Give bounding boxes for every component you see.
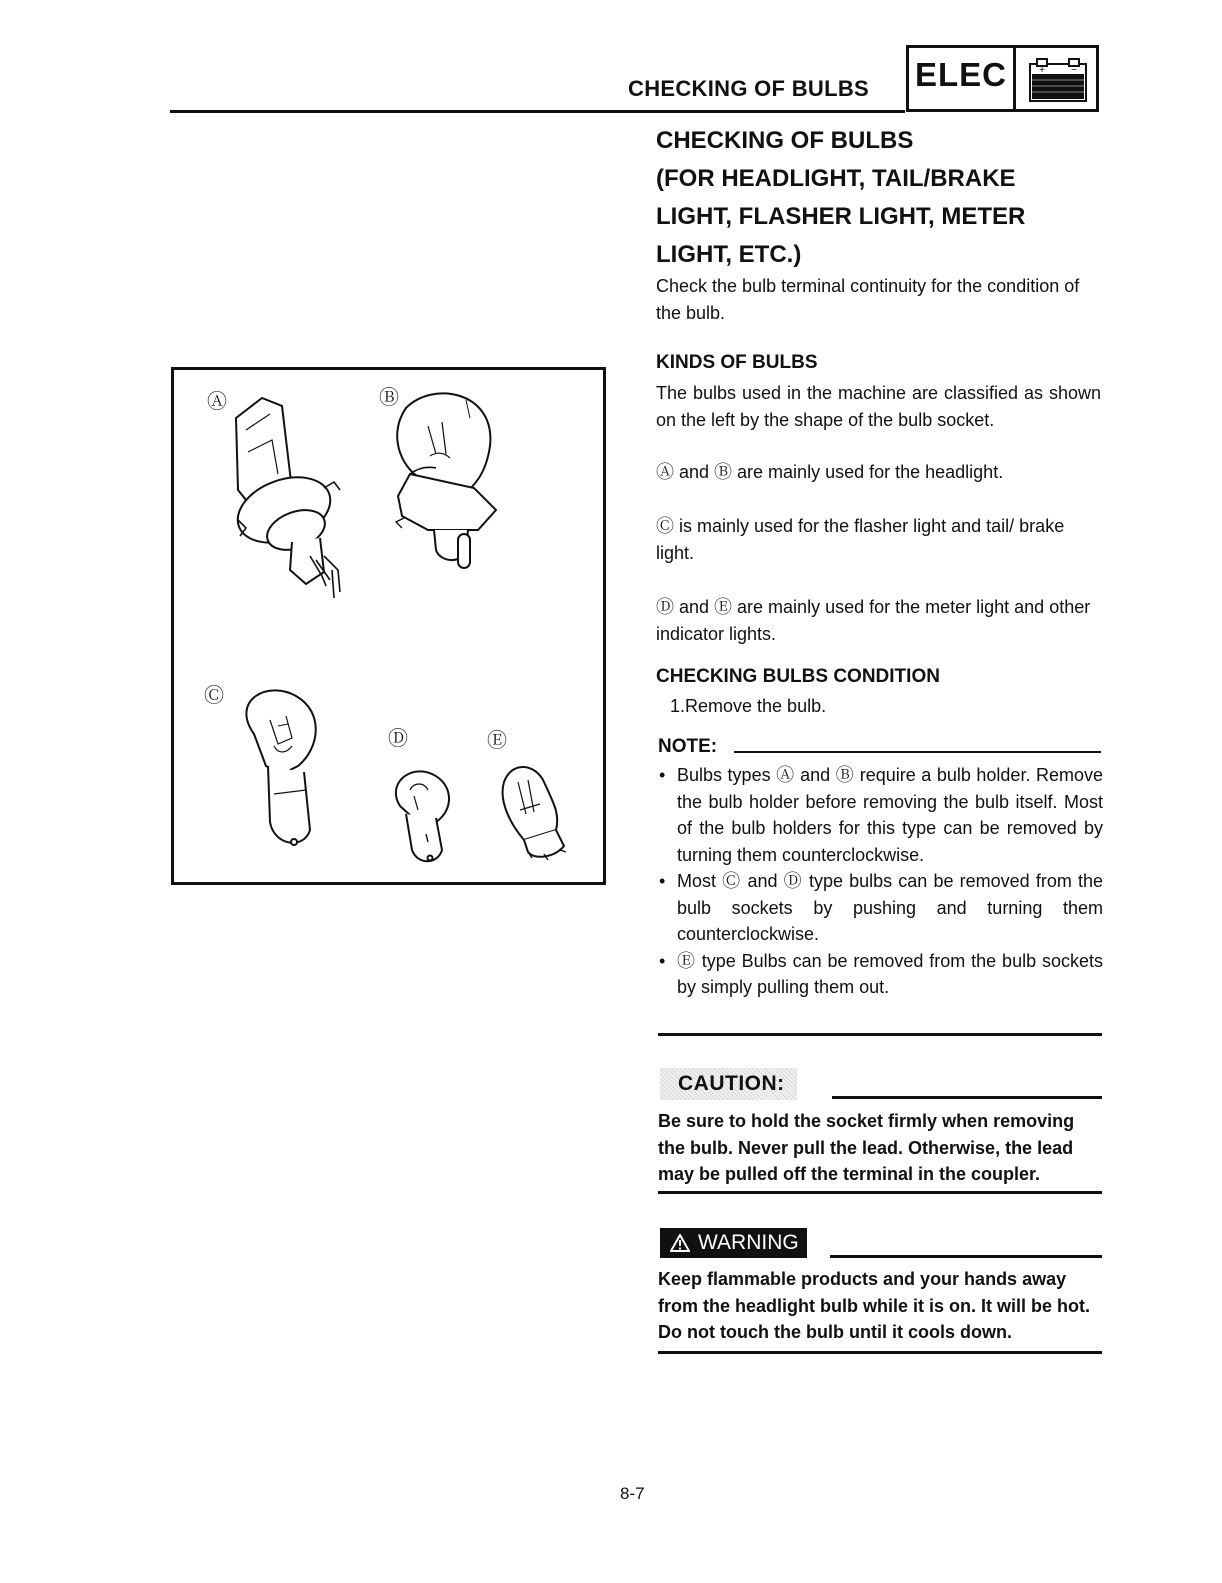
header-rule bbox=[170, 110, 905, 113]
section-badge-divider bbox=[1013, 48, 1016, 109]
section-badge bbox=[906, 45, 1099, 112]
warning-text: Keep flammable products and your hands away from the headlight bulb while it is on. It will be hot. Do not touch the bulb until it cools down. bbox=[658, 1269, 1090, 1342]
warning-triangle-icon bbox=[670, 1234, 690, 1252]
caution-label: CAUTION: bbox=[660, 1068, 797, 1100]
battery-plus: + bbox=[1039, 65, 1045, 76]
caution-end-rule bbox=[658, 1191, 1102, 1194]
de-paragraph: Ⓓ and Ⓔ are mainly used for the meter light and other indicator lights. bbox=[656, 597, 1091, 644]
battery-minus: − bbox=[1071, 65, 1077, 76]
warning-end-rule bbox=[658, 1351, 1102, 1354]
bulb-c-illustration bbox=[246, 690, 315, 845]
bulb-a-illustration bbox=[229, 398, 340, 598]
bulb-b-illustration bbox=[396, 393, 496, 568]
step-1: 1.Remove the bulb. bbox=[670, 696, 827, 716]
note-rule bbox=[734, 751, 1101, 753]
caution-text: Be sure to hold the socket firmly when removing the bulb. Never pull the lead. Otherwise, the lead may be pulled off the terminal in the coupler. bbox=[658, 1111, 1075, 1184]
note-item: • Most Ⓒ and Ⓓ type bulbs can be removed from the bulb sockets by pushing and turning them counterclockwise. bbox=[658, 868, 1103, 948]
bulb-d-illustration bbox=[396, 771, 449, 861]
callout-a: Ⓐ bbox=[207, 391, 227, 413]
ab-paragraph: Ⓐ and Ⓑ are mainly used for the headlight. bbox=[656, 462, 1004, 482]
callout-e: Ⓔ bbox=[487, 730, 507, 752]
main-title-line: LIGHT, FLASHER LIGHT, METER bbox=[656, 203, 1026, 230]
main-title bbox=[656, 122, 1076, 274]
main-title-line: LIGHT, ETC.) bbox=[656, 241, 802, 268]
battery-icon bbox=[1029, 58, 1087, 102]
callout-d: Ⓓ bbox=[388, 728, 408, 750]
caution-rule bbox=[832, 1096, 1102, 1099]
c-paragraph: Ⓒ is mainly used for the flasher light and tail/ brake light. bbox=[656, 516, 1065, 563]
note-item: • Bulbs types Ⓐ and Ⓑ require a bulb holder. Remove the bulb holder before removing the bulb itself. Most of the bulb holders for this type can be removed by turning them counterclockwise. bbox=[658, 762, 1103, 868]
callout-b: Ⓑ bbox=[379, 387, 399, 409]
warning-label-text: WARNING bbox=[698, 1231, 799, 1254]
main-title-line: CHECKING OF BULBS bbox=[656, 127, 914, 154]
warning-label bbox=[660, 1228, 807, 1258]
bulb-types-figure bbox=[171, 367, 606, 885]
section-badge-label: ELEC bbox=[915, 56, 1008, 93]
condition-heading: CHECKING BULBS CONDITION bbox=[656, 666, 940, 687]
note-list bbox=[658, 762, 1103, 1001]
page-number: 8-7 bbox=[620, 1484, 645, 1503]
note-item: • Ⓔ type Bulbs can be removed from the bulb sockets by simply pulling them out. bbox=[658, 948, 1103, 1001]
kinds-paragraph: The bulbs used in the machine are classified as shown on the left by the shape of the bulb socket. bbox=[656, 383, 1101, 430]
warning-rule bbox=[830, 1255, 1102, 1258]
header-title: CHECKING OF BULBS bbox=[628, 76, 869, 101]
note-label: NOTE: bbox=[658, 736, 718, 757]
kinds-heading: KINDS OF BULBS bbox=[656, 352, 818, 373]
callout-c: Ⓒ bbox=[204, 685, 224, 707]
bulb-e-illustration bbox=[503, 767, 566, 860]
main-title-line: (FOR HEADLIGHT, TAIL/BRAKE bbox=[656, 165, 1016, 192]
intro-paragraph: Check the bulb terminal continuity for the condition of the bulb. bbox=[656, 276, 1080, 323]
note-end-rule bbox=[658, 1033, 1102, 1036]
